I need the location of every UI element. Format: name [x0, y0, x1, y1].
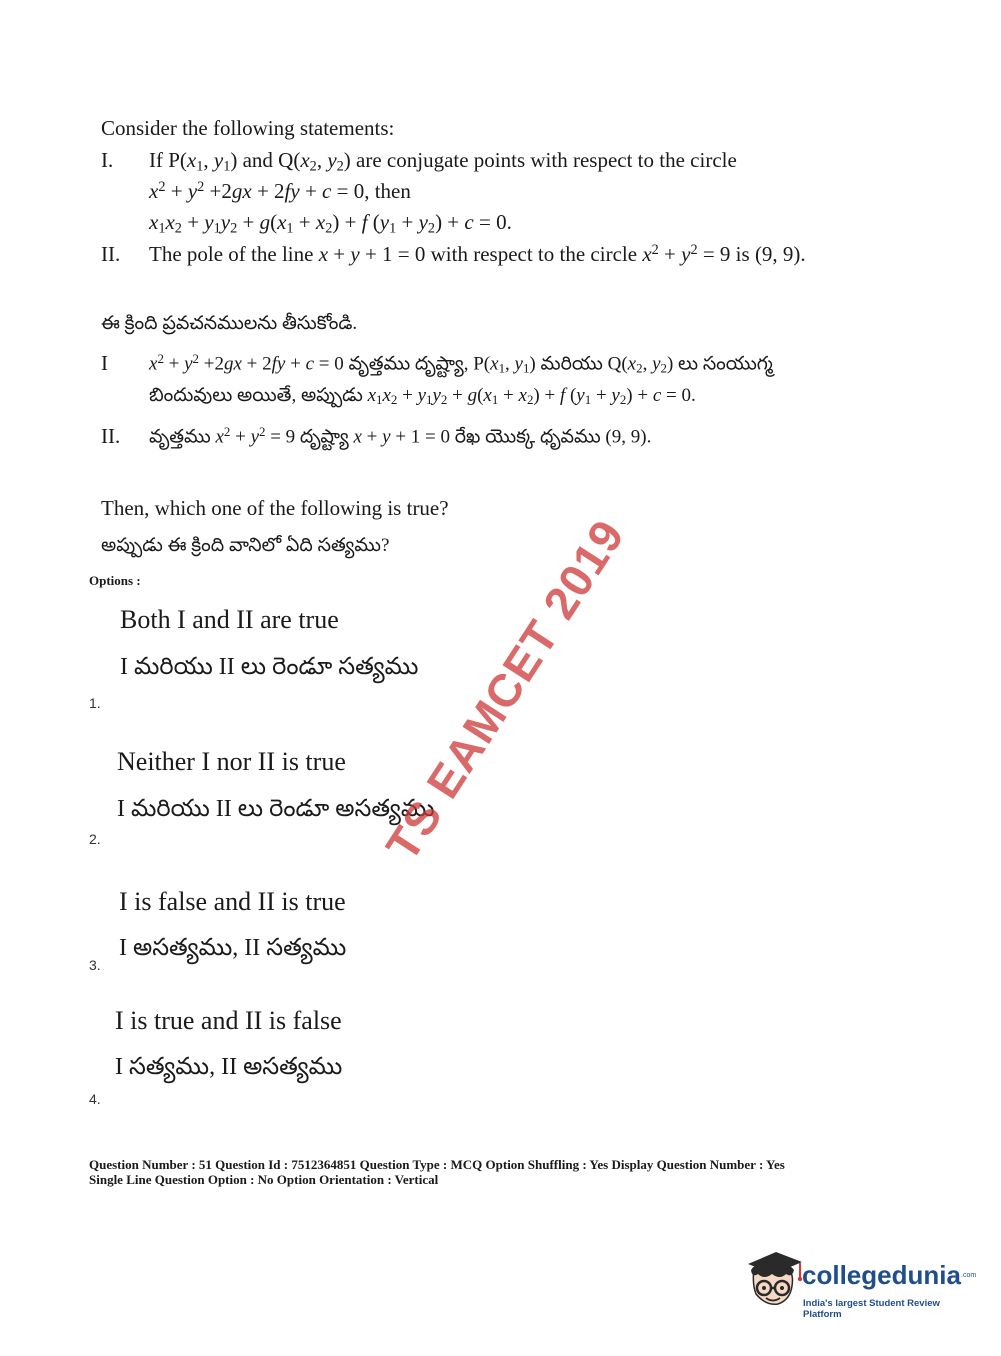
option-4-number[interactable]: 4.: [89, 1091, 101, 1107]
statement-2-telugu-text: వృత్తము $x^2 + y^2 = 9$ దృష్ట్యా x + y + 1 = 0 రేఖ యొక్క ధృవము (9, 9).: [149, 424, 652, 448]
question-intro-telugu: ఈ క్రింది ప్రవచనములను తీసుకోండి.: [101, 313, 358, 334]
option-2-number[interactable]: 2.: [89, 831, 101, 847]
option-3-text-telugu: I అసత్యము, II సత్యము: [119, 935, 347, 961]
logo-brand-name: collegedunia: [802, 1260, 961, 1290]
statement-1-line-3: $x_1x_2 + y_1y_2 + g(x_1 + x_2) + f$ $(y_1 + y_2) + c = 0$.: [149, 210, 512, 237]
option-2-text: Neither I nor II is true: [117, 747, 346, 776]
option-4-text-telugu: I సత్యము, II అసత్యము: [115, 1054, 343, 1080]
statement-1-line-1: If $P(x_1$, $y_1$) and $Q(x_2$, $y_2$) are conjugate points with respect to the circle: [149, 148, 737, 175]
option-1-text-telugu: I మరియు II లు రెండూ సత్యము: [120, 654, 419, 680]
collegedunia-logo[interactable]: [742, 1250, 977, 1320]
statement-1-number: I.: [101, 148, 114, 172]
statement-1-line-2: $x^2 + y^2 +2gx + 2fy + c = 0$, then: [149, 179, 411, 204]
option-1-number[interactable]: 1.: [89, 695, 101, 711]
statement-2-number: II.: [101, 242, 121, 266]
option-3-text: I is false and II is true: [119, 887, 346, 916]
statement-1-telugu-line-2: బిందువులు అయితే, అప్పుడు $x_1x_2 + y_1y_2 + g(x_1 + x_2) + f$ $(y_1 + y_2) + c = 0$.: [149, 385, 696, 408]
statement-1-telugu-line-1: $x^2 + y^2 +2gx + 2fy + c = 0$ వృత్తము దృష్ట్యా, $P(x_1$, $y_1$) మరియు $Q(x_2$, $y_2$) లు సంయుగ్మ: [149, 351, 773, 376]
question-intro: Consider the following statements:: [101, 116, 395, 140]
mascot-icon: [742, 1250, 804, 1316]
question-metadata-line-2: Single Line Question Option : No Option Orientation : Vertical: [89, 1172, 439, 1187]
logo-brand-tld: .com: [961, 1272, 977, 1279]
statement-1-telugu-number: I: [101, 351, 108, 375]
option-1-text: Both I and II are true: [120, 605, 339, 634]
options-label: Options :: [89, 573, 141, 588]
question-prompt: Then, which one of the following is true?: [101, 496, 449, 520]
watermark: TS EAMCET 2019: [375, 510, 635, 870]
logo-tagline: India's largest Student Review Platform: [803, 1298, 940, 1320]
statement-2-telugu-number: II.: [101, 424, 121, 448]
option-2-text-telugu: I మరియు II లు రెండూ అసత్యము: [117, 796, 435, 822]
statement-2-text: The pole of the line x + y + 1 = 0 with respect to the circle $x^2 + y^2 = 9$ is (9, 9).: [149, 242, 806, 267]
question-prompt-telugu: అప్పుడు ఈ క్రింది వానిలో ఏది సత్యము?: [101, 535, 390, 556]
question-metadata-line-1: Question Number : 51 Question Id : 7512364851 Question Type : MCQ Option Shuffling : Yes Display Question Number : Yes: [89, 1157, 785, 1172]
option-4-text: I is true and II is false: [115, 1006, 342, 1035]
option-3-number[interactable]: 3.: [89, 957, 101, 973]
